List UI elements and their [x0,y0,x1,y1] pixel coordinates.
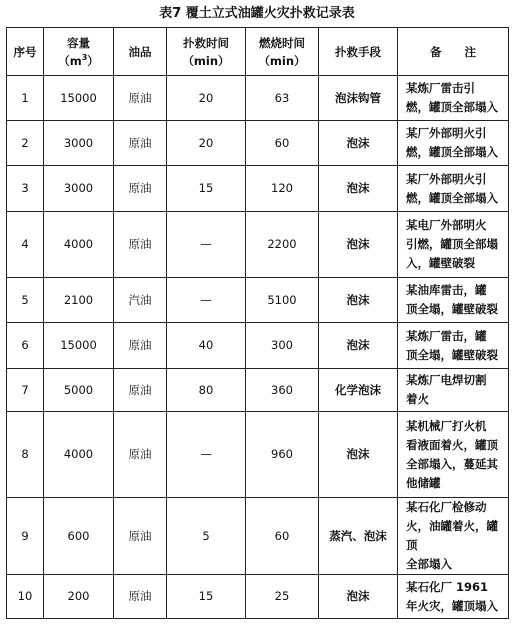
header-rescue-time [167,28,246,76]
note-line: 顶全塌，罐壁破裂 [406,302,498,316]
note-line: 某炼厂雷击，罐 [406,328,487,343]
note-line: 某炼厂雷击引 [406,81,475,95]
cell-burn: 360 [246,369,319,412]
cell-no: 1 [7,76,44,121]
cell-burn: 25 [246,575,319,619]
cell-note [398,369,509,412]
cell-rescue: — [167,412,246,498]
table-row [7,369,509,412]
note-line: 火，油罐着火，罐顶 [406,519,498,552]
cell-burn: 120 [246,166,319,212]
table-row [7,166,509,212]
cell-burn: 60 [246,498,319,575]
fire-record-table [6,27,509,619]
cell-note [398,412,509,498]
cell-capacity: 4000 [44,412,114,498]
cell-note [398,166,509,212]
cell-note [398,498,509,575]
cell-note [398,76,509,121]
header-capacity-sup: 3 [81,52,88,62]
cell-burn: 63 [246,76,319,121]
cell-oil: 原油 [114,412,167,498]
cell-oil: 原油 [114,212,167,278]
cell-oil: 原油 [114,369,167,412]
cell-oil: 汽油 [114,278,167,323]
header-capacity [44,28,114,76]
table-row [7,121,509,166]
cell-rescue: 20 [167,76,246,121]
note-line: 年火灾，罐顶塌入 [406,598,498,613]
cell-rescue: 80 [167,369,246,412]
note-line: 燃，罐顶全部塌入 [406,145,498,159]
header-row [7,28,509,76]
header-rescue-line1: 扑救时间 [183,35,229,50]
header-burn-time [246,28,319,76]
cell-method: 泡沫 [319,323,398,369]
header-burn-line2: （min） [258,53,306,68]
cell-note [398,323,509,369]
cell-burn: 60 [246,121,319,166]
header-no: 序号 [7,28,44,76]
cell-capacity: 15000 [44,76,114,121]
cell-capacity: 15000 [44,323,114,369]
cell-note [398,575,509,619]
note-line: 某石化厂 1961 [406,579,489,594]
note-line: 某机械厂打火机 [406,418,487,433]
cell-rescue: — [167,212,246,278]
cell-rescue: 40 [167,323,246,369]
note-line: 顶全塌，罐壁破裂 [406,347,498,362]
cell-oil: 原油 [114,323,167,369]
cell-oil: 原油 [114,166,167,212]
cell-no: 8 [7,412,44,498]
cell-rescue: 20 [167,121,246,166]
cell-capacity: 4000 [44,212,114,278]
cell-no: 2 [7,121,44,166]
header-burn-line1: 燃烧时间 [259,35,305,50]
cell-no: 6 [7,323,44,369]
cell-capacity: 3000 [44,121,114,166]
table-row [7,498,509,575]
note-line: 燃，罐顶全部塌入 [406,190,498,205]
table-row [7,412,509,498]
note-line: 入，罐壁破裂 [406,256,475,270]
cell-rescue: 15 [167,166,246,212]
header-method: 扑救手段 [319,28,398,76]
note-line: 某油库雷击，罐 [406,283,487,297]
header-capacity-line1: 容量 [67,35,90,50]
header-capacity-open: （m [58,53,82,68]
cell-note [398,278,509,323]
cell-method: 泡沫 [319,121,398,166]
cell-note [398,212,509,278]
table-row [7,323,509,369]
note-line: 某炼厂电焊切割 [406,373,487,387]
cell-method: 泡沫钩管 [319,76,398,121]
cell-method: 化学泡沫 [319,369,398,412]
cell-method: 泡沫 [319,278,398,323]
cell-no: 7 [7,369,44,412]
note-line: 某厂外部明火引 [406,126,487,140]
cell-no: 3 [7,166,44,212]
note-line: 引燃，罐顶全部塌 [406,237,498,251]
note-line: 着火 [406,392,429,406]
cell-capacity: 3000 [44,166,114,212]
cell-rescue: 5 [167,498,246,575]
cell-no: 4 [7,212,44,278]
cell-oil: 原油 [114,76,167,121]
note-line: 某石化厂检修动 [406,500,487,514]
cell-no: 10 [7,575,44,619]
cell-capacity: 2100 [44,278,114,323]
table-row [7,212,509,278]
cell-burn: 5100 [246,278,319,323]
cell-method: 泡沫 [319,412,398,498]
header-oil: 油品 [114,28,167,76]
cell-method: 蒸汽、泡沫 [319,498,398,575]
cell-capacity: 600 [44,498,114,575]
table-row [7,76,509,121]
table-body [7,76,509,619]
cell-no: 5 [7,278,44,323]
note-line: 他储罐 [406,475,441,490]
cell-no: 9 [7,498,44,575]
note-line: 某厂外部明火引 [406,171,487,186]
header-capacity-line2 [44,52,113,70]
note-line: 全部塌入 [406,557,452,571]
cell-burn: 2200 [246,212,319,278]
note-line: 燃，罐顶全部塌入 [406,100,498,114]
table-row [7,575,509,619]
cell-method: 泡沫 [319,212,398,278]
cell-oil: 原油 [114,575,167,619]
note-line: 某电厂外部明火 [406,218,487,232]
table-row [7,278,509,323]
note-line: 全部塌入，蔓延其 [406,456,498,471]
table-title: 表7 覆土立式油罐火灾扑救记录表 [159,6,355,21]
header-capacity-close: ） [87,53,99,68]
cell-capacity: 200 [44,575,114,619]
cell-capacity: 5000 [44,369,114,412]
cell-method: 泡沫 [319,166,398,212]
cell-method: 泡沫 [319,575,398,619]
cell-rescue: 15 [167,575,246,619]
note-line: 看液面着火，罐顶 [406,437,498,452]
cell-note [398,121,509,166]
cell-oil: 原油 [114,498,167,575]
cell-burn: 960 [246,412,319,498]
header-rescue-line2: （min） [182,53,230,68]
cell-burn: 300 [246,323,319,369]
cell-oil: 原油 [114,121,167,166]
header-note: 备 注 [398,28,509,76]
cell-rescue: — [167,278,246,323]
